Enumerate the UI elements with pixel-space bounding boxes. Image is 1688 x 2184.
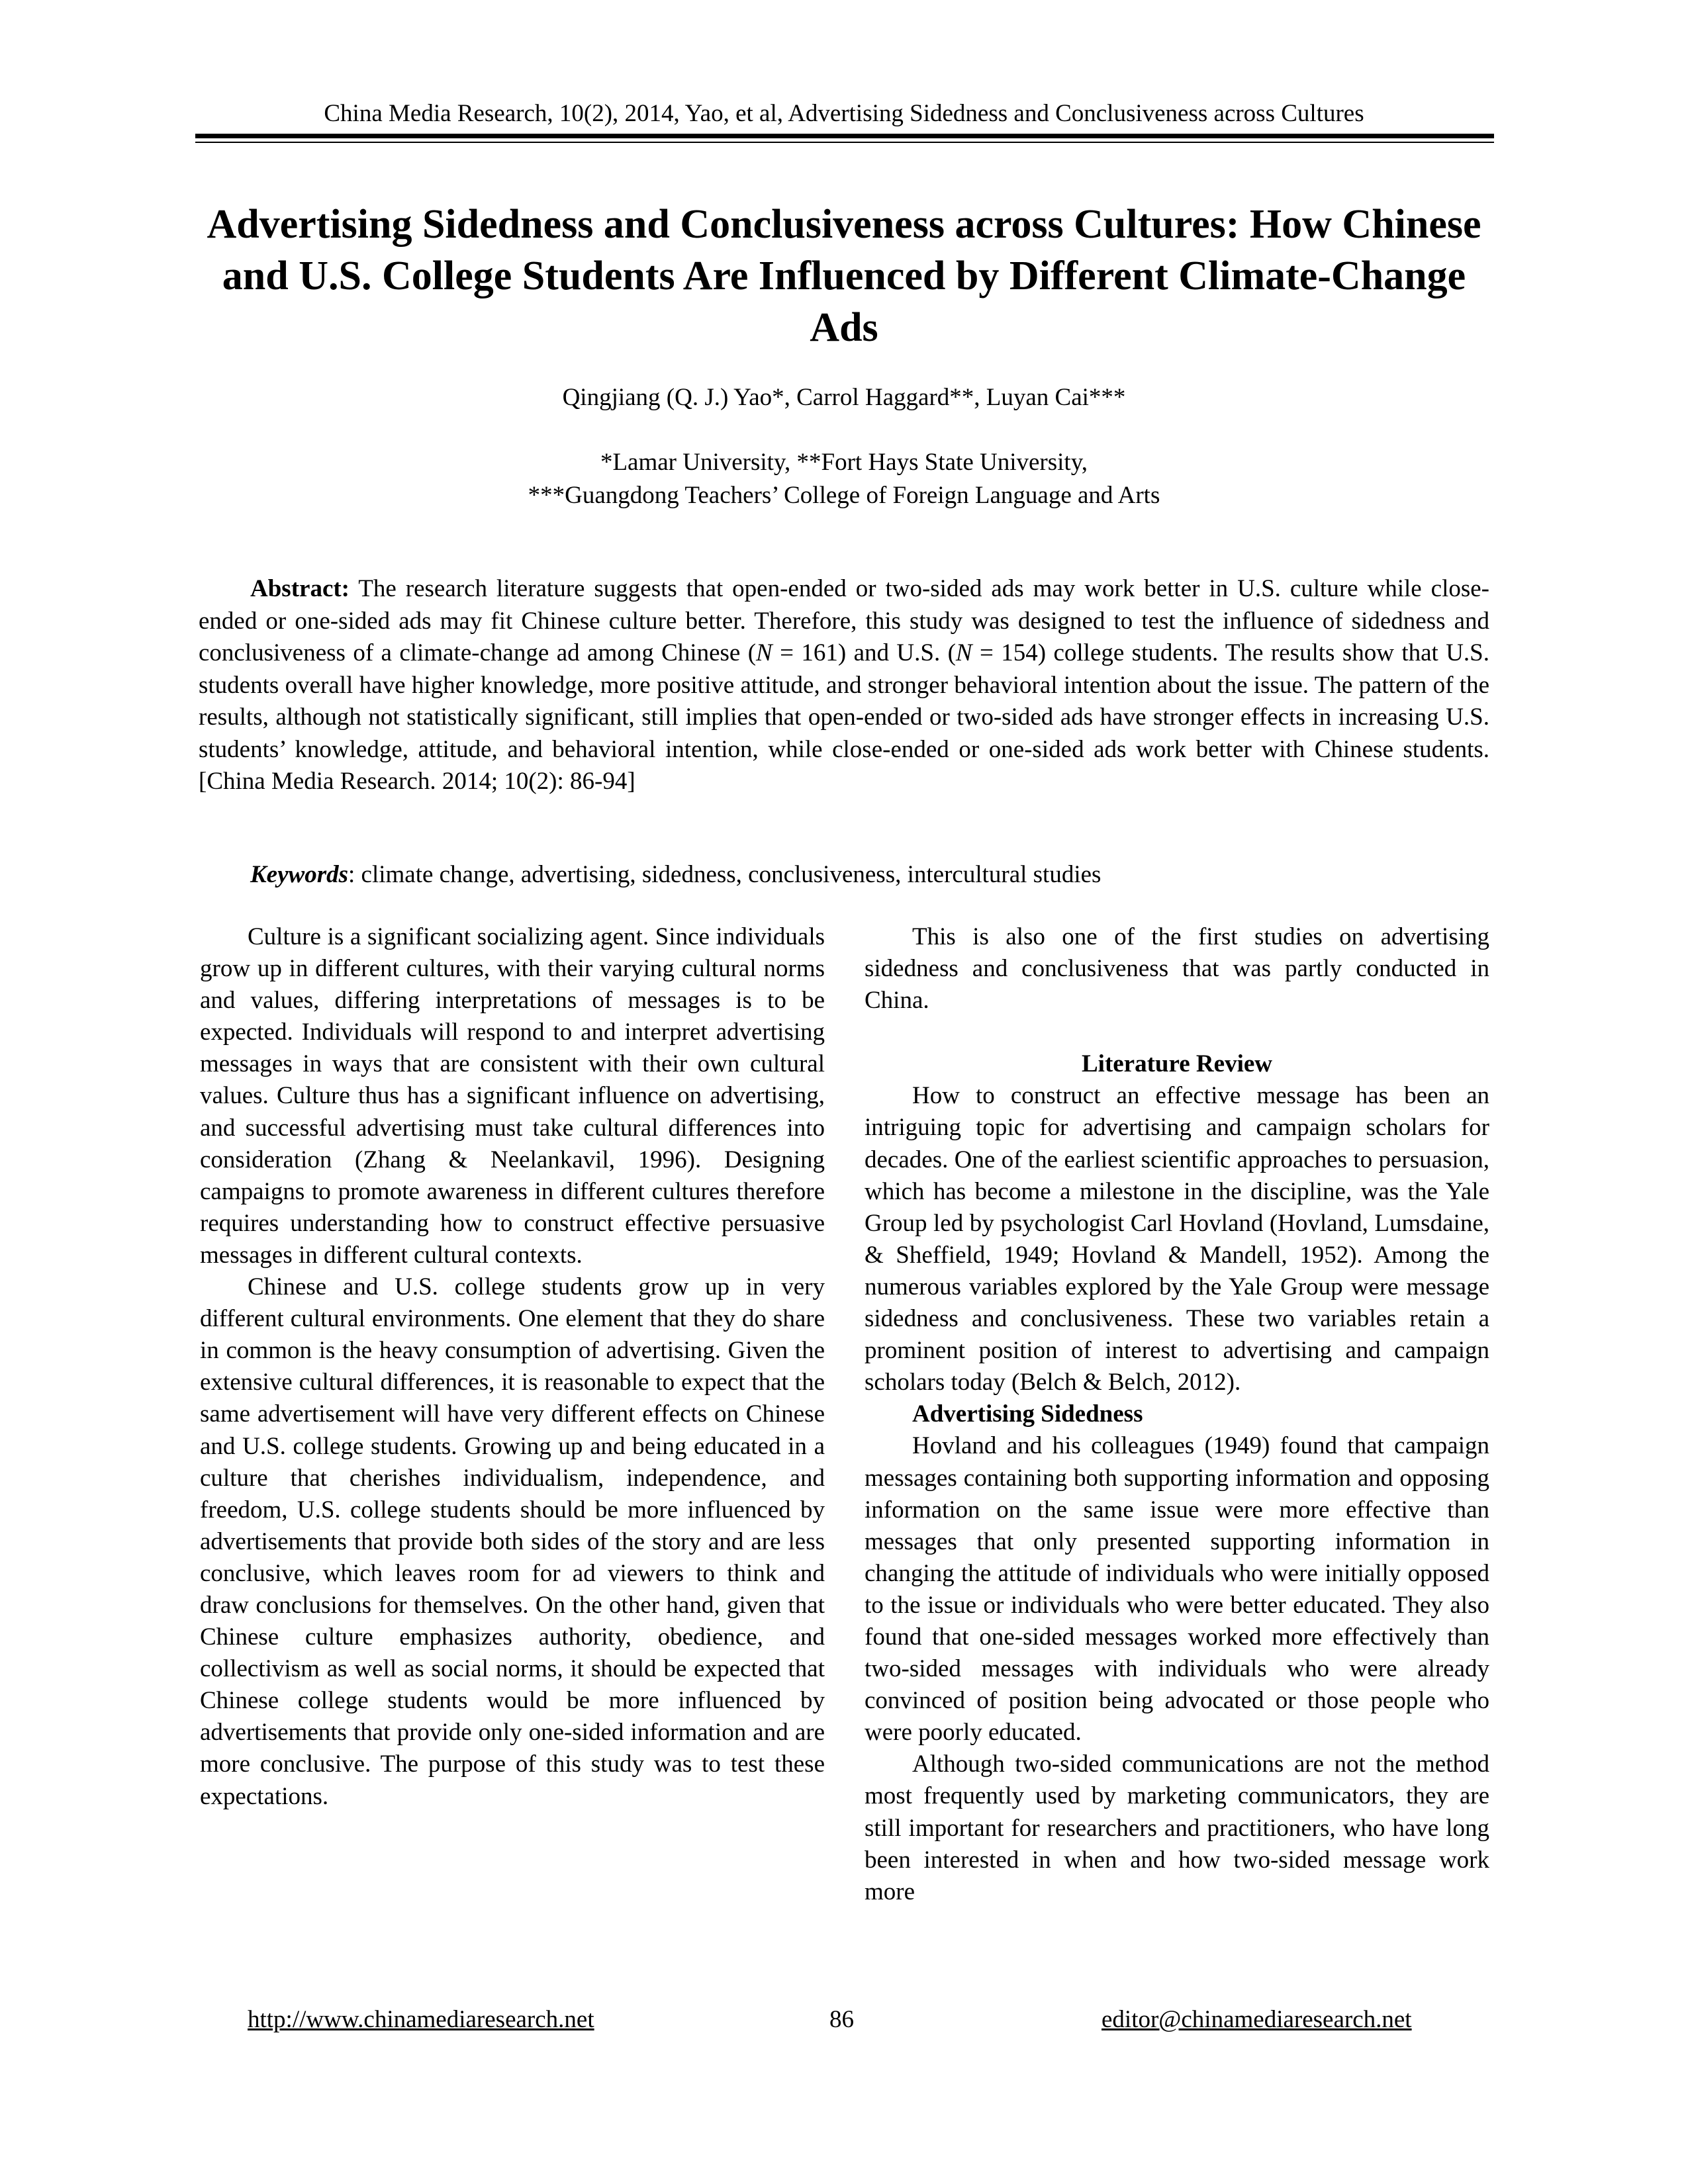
affiliation-line-1: *Lamar University, **Fort Hays State University, (600, 449, 1088, 476)
body-paragraph: Culture is a significant socializing agent. Since individuals grow up in different cultures, with their varying cultural norms and values, differing interpretations of messages is to be expected. Individuals will respond to and interpret advertising messages in ways that are consistent with their own cultural values. Culture thus has a significant influence on advertising, and successful advertising must take cultural differences into consideration (Zhang & Neelankavil, 1996). Designing campaigns to promote awareness in different cultures therefore requires understanding how to construct effective persuasive messages in different cultural contexts. (200, 923, 825, 1269)
body-paragraph: Although two-sided communications are not the method most frequently used by marketing communicators, they are still important for researchers and practitioners, who have long been interested in when and how two-sided message work more (865, 1751, 1489, 1905)
abstract-n-symbol-2: N (955, 639, 972, 666)
keywords-text: : climate change, advertising, sidedness, conclusiveness, intercultural studies (348, 861, 1102, 888)
keywords (199, 859, 1489, 891)
footer-url-link[interactable]: http://www.chinamediaresearch.net (248, 2006, 594, 2033)
body-paragraph: This is also one of the first studies on advertising sidedness and conclusiveness that was partly conducted in China. (865, 923, 1489, 1015)
body-paragraph: Chinese and U.S. college students grow up in very different cultural environments. One element that they do share in common is the heavy consumption of advertising. Given the extensive cultural differences, it is reasonable to expect that the same advertisement will have very different effects on Chinese and U.S. college students. Growing up and being educated in a culture that cherishes individualism, independence, and freedom, U.S. college students should be more influenced by advertisements that provide both sides of the story and are less conclusive, which leaves room for ad viewers to think and draw conclusions for themselves. On the other hand, given that Chinese culture emphasizes authority, obedience, and collectivism as well as social norms, it should be expected that Chinese college students would be more influenced by advertisements that provide only one-sided information and are more conclusive. The purpose of this study was to test these expectations. (200, 1273, 825, 1810)
right-column (865, 921, 1489, 1908)
header-rule-thin (195, 142, 1494, 143)
abstract (199, 573, 1489, 798)
affiliation-line-2: ***Guangdong Teachers’ College of Foreign Language and Arts (528, 482, 1160, 509)
abstract-n-symbol-1: N (756, 639, 773, 666)
running-head: China Media Research, 10(2), 2014, Yao, et al, Advertising Sidedness and Conclusiveness across Cultures (324, 100, 1364, 127)
section-heading: Literature Review (1081, 1050, 1272, 1078)
body-paragraph: How to construct an effective message has been an intriguing topic for advertising and campaign scholars for decades. One of the earliest scientific approaches to persuasion, which has become a milestone in the discipline, was the Yale Group led by psychologist Carl Hovland (Hovland, Lumsdaine, & Sheffield, 1949; Hovland & Mandell, 1952). Among the numerous variables explored by the Yale Group were message sidedness and conclusiveness. These two variables retain a prominent position of interest to advertising and campaign scholars today (Belch & Belch, 2012). (865, 1082, 1489, 1396)
body-paragraph: Hovland and his colleagues (1949) found that campaign messages containing both supporting information and opposing information on the same issue were more effective than messages that only presented supporting information in changing the attitude of individuals who were initially opposed to the issue or individuals who were better educated. They also found that one-sided messages worked more effectively than two-sided messages with individuals who were already convinced of position being advocated or those people who were poorly educated. (865, 1432, 1489, 1747)
author-list: Qingjiang (Q. J.) Yao*, Carrol Haggard**, Luyan Cai*** (562, 384, 1126, 411)
abstract-text-2: = 161) and U.S. ( (772, 639, 956, 666)
footer-email-link[interactable]: editor@chinamediaresearch.net (1102, 2006, 1412, 2033)
paper-title: Advertising Sidedness and Conclusiveness across Cultures: How Chinese and U.S. College Students Are Influenced by Different Climate-Change Ads (207, 202, 1481, 350)
header-rule-thick (195, 134, 1494, 138)
abstract-text-1: The research literature suggests that open-ended or two-sided ads may work better in U.S. culture while close-ended or one-sided ads may fit Chinese culture better. Therefore, this study was designed to test the influence of sidedness and conclusiveness of a climate-change ad among Chinese ( (199, 575, 1489, 666)
subsection-heading: Advertising Sidedness (912, 1400, 1143, 1428)
abstract-label: Abstract: (250, 575, 350, 602)
keywords-label: Keywords (250, 861, 348, 888)
abstract-text-3: = 154) college students. The results show that U.S. students overall have higher knowledge, more positive attitude, and stronger behavioral intention about the issue. The pattern of the results, although not statistically significant, still implies that open-ended or two-sided ads have stronger effects in increasing U.S. students’ knowledge, attitude, and behavioral intention, while close-ended or one-sided ads work better with Chinese students. [China Media Research. 2014; 10(2): 86-94] (199, 639, 1490, 795)
affiliations (0, 446, 1688, 512)
page-number: 86 (829, 2006, 854, 2033)
left-column (200, 921, 825, 1813)
